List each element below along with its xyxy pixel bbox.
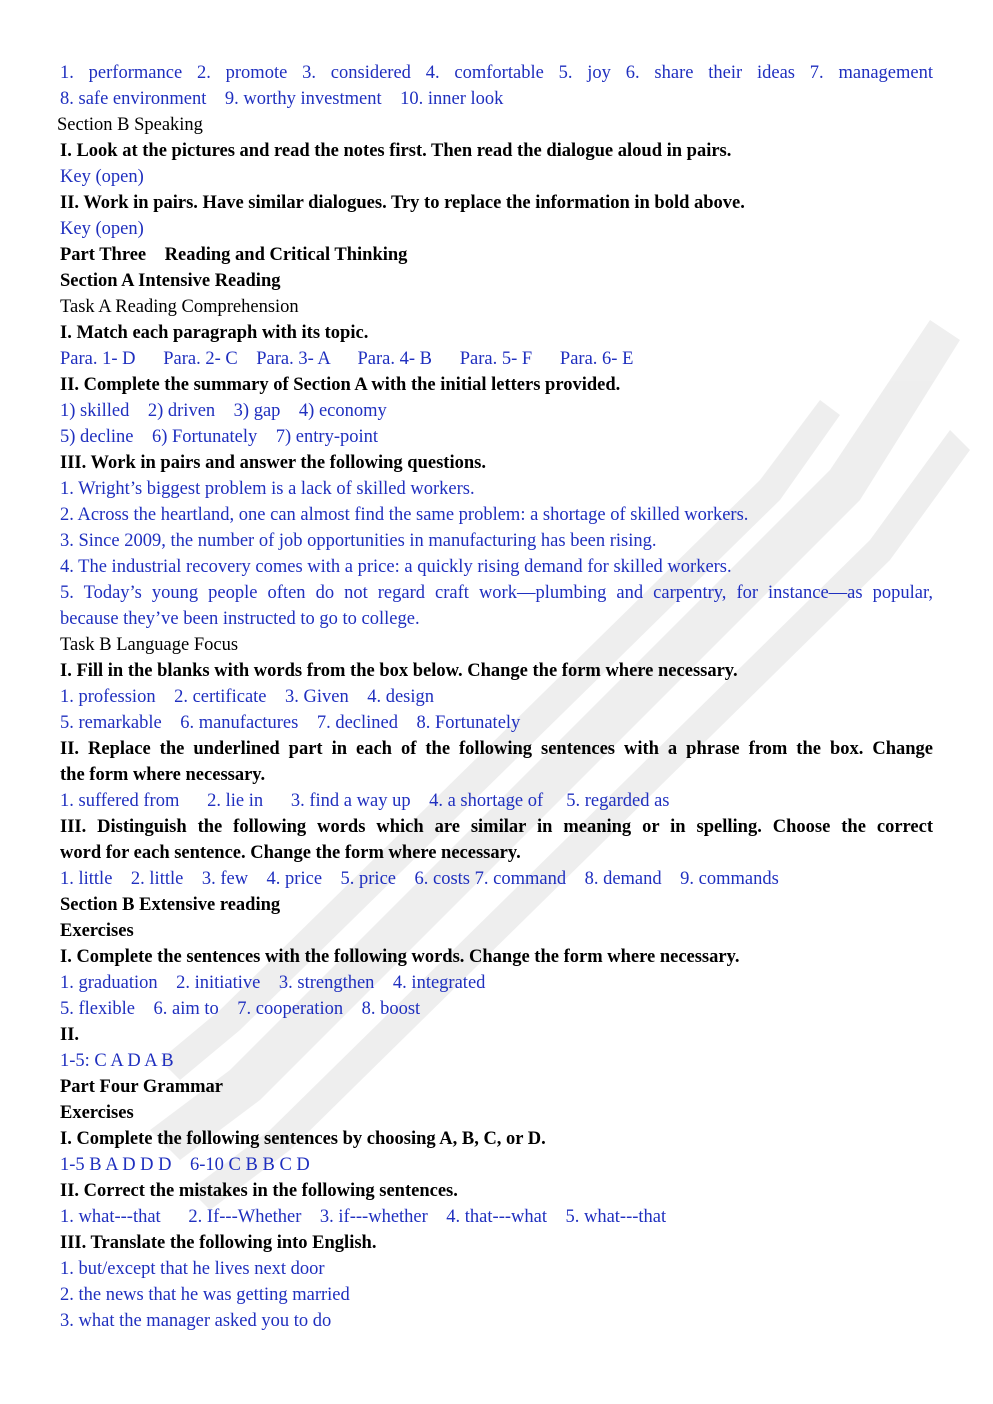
text-line: 1. performance 2. promote 3. considered 4. comfortable 5. joy 6. share their ideas 7. management	[60, 63, 933, 83]
text-line: 3. what the manager asked you to do	[60, 1311, 332, 1331]
text-line: Key (open)	[60, 167, 144, 187]
text-line: III. Distinguish the following words which are similar in meaning or in spelling. Choose the correct	[60, 817, 933, 837]
text-line: 5. remarkable 6. manufactures 7. declined 8. Fortunately	[60, 713, 521, 733]
text-line: 4. The industrial recovery comes with a price: a quickly rising demand for skilled workers.	[60, 557, 732, 577]
text-line: 2. the news that he was getting married	[60, 1285, 350, 1305]
text-line: 3. Since 2009, the number of job opportunities in manufacturing has been rising.	[60, 531, 657, 551]
text-line: 1. little 2. little 3. few 4. price 5. price 6. costs 7. command 8. demand 9. commands	[60, 869, 779, 889]
text-line: Para. 1- D Para. 2- C Para. 3- A Para. 4- B Para. 5- F Para. 6- E	[60, 349, 634, 369]
text-line: 1. Wright’s biggest problem is a lack of skilled workers.	[60, 479, 475, 499]
text-line: Section B Extensive reading	[60, 895, 281, 915]
text-line: Part Three Reading and Critical Thinking	[60, 245, 408, 265]
text-line: word for each sentence. Change the form where necessary.	[60, 843, 521, 863]
text-line: Exercises	[60, 1103, 134, 1123]
text-line: 1. profession 2. certificate 3. Given 4. design	[60, 687, 435, 707]
text-line: Exercises	[60, 921, 134, 941]
text-line: Part Four Grammar	[60, 1077, 224, 1097]
text-line: 2. Across the heartland, one can almost find the same problem: a shortage of skilled workers.	[60, 505, 749, 525]
text-line: Section A Intensive Reading	[60, 271, 281, 291]
text-line: II. Replace the underlined part in each of the following sentences with a phrase from the box. Change	[60, 739, 933, 759]
text-line: Key (open)	[60, 219, 144, 239]
text-line: Task A Reading Comprehension	[60, 297, 299, 317]
text-line: 1-5 B A D D D 6-10 C B B C D	[60, 1155, 310, 1175]
text-line: Section B Speaking	[57, 115, 203, 135]
text-line: I. Look at the pictures and read the notes first. Then read the dialogue aloud in pairs.	[60, 141, 732, 161]
text-line: 5. flexible 6. aim to 7. cooperation 8. boost	[60, 999, 421, 1019]
text-line: II. Work in pairs. Have similar dialogues. Try to replace the information in bold above.	[60, 193, 745, 213]
text-line: II.	[60, 1025, 80, 1045]
text-line: I. Complete the following sentences by choosing A, B, C, or D.	[60, 1129, 546, 1149]
text-line: III. Work in pairs and answer the following questions.	[60, 453, 486, 473]
text-line: 1. graduation 2. initiative 3. strengthen 4. integrated	[60, 973, 486, 993]
text-line: 1. suffered from 2. lie in 3. find a way up 4. a shortage of 5. regarded as	[60, 791, 670, 811]
text-line: 1. what---that 2. If---Whether 3. if---whether 4. that---what 5. what---that	[60, 1207, 667, 1227]
text-line: 5) decline 6) Fortunately 7) entry-point	[60, 427, 379, 447]
text-line: 1) skilled 2) driven 3) gap 4) economy	[60, 401, 387, 421]
text-line: II. Complete the summary of Section A with the initial letters provided.	[60, 375, 621, 395]
text-line: I. Fill in the blanks with words from the box below. Change the form where necessary.	[60, 661, 738, 681]
text-line: the form where necessary.	[60, 765, 266, 785]
text-line: 1. but/except that he lives next door	[60, 1259, 325, 1279]
text-line: Task B Language Focus	[60, 635, 239, 655]
text-line: I. Match each paragraph with its topic.	[60, 323, 369, 343]
text-line: I. Complete the sentences with the following words. Change the form where necessary.	[60, 947, 740, 967]
text-line: 1-5: C A D A B	[60, 1051, 174, 1071]
text-line: because they’ve been instructed to go to college.	[60, 609, 420, 629]
answer-key-document	[0, 60, 993, 1334]
text-line: 5. Today’s young people often do not regard craft work—plumbing and carpentry, for instance—as popular,	[60, 583, 933, 603]
text-line: II. Correct the mistakes in the following sentences.	[60, 1181, 458, 1201]
text-line: 8. safe environment 9. worthy investment 10. inner look	[60, 89, 504, 109]
text-line: III. Translate the following into English.	[60, 1233, 377, 1253]
